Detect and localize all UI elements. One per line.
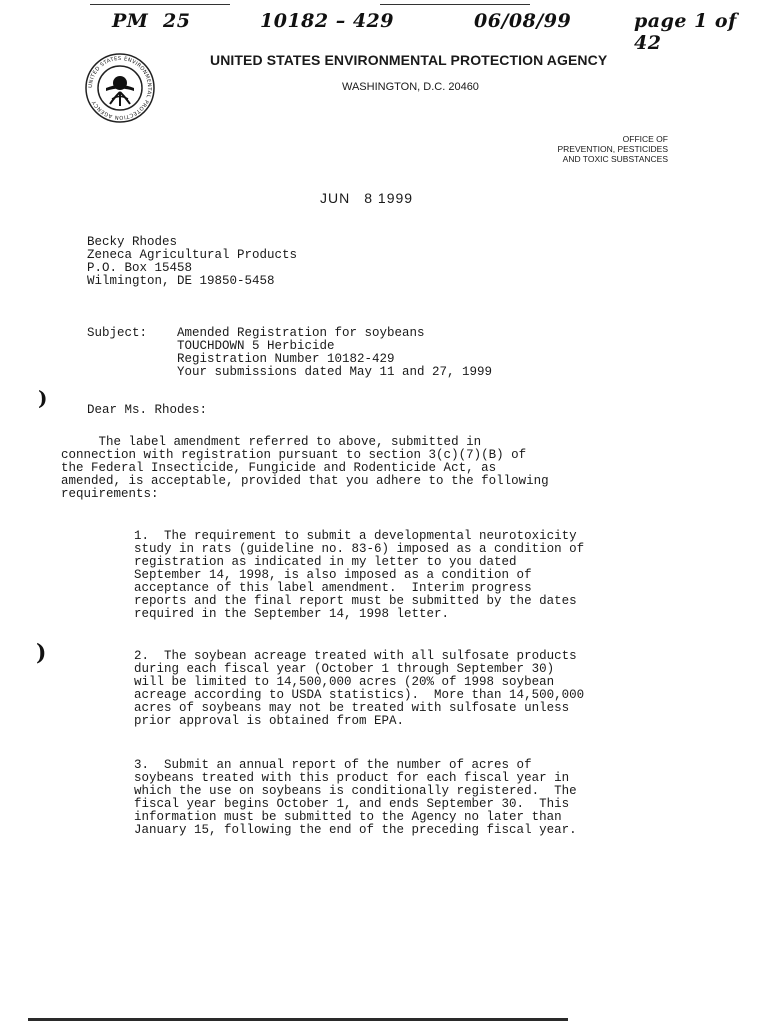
- agency-name: UNITED STATES ENVIRONMENTAL PROTECTION AGENCY: [210, 52, 608, 68]
- seal-text: UNITED STATES ENVIRONMENTAL PROTECTION AGENCY: [87, 55, 153, 121]
- item-line: 1. The requirement to submit a developmental neurotoxicity: [134, 529, 577, 543]
- scan-line: [90, 4, 230, 5]
- office-block: [500, 134, 668, 164]
- item-line: January 15, following the end of the preceding fiscal year.: [134, 823, 577, 837]
- office-line: PREVENTION, PESTICIDES: [557, 144, 668, 154]
- scan-line: [380, 4, 530, 5]
- agency-address: WASHINGTON, D.C. 20460: [342, 81, 479, 93]
- margin-mark: ): [38, 386, 48, 410]
- subject-label: Subject:: [87, 326, 148, 340]
- handwritten-page: page 1 of 42: [634, 10, 737, 54]
- margin-mark: ): [36, 640, 47, 666]
- subject-line: TOUCHDOWN 5 Herbicide: [177, 339, 335, 353]
- address-line: P.O. Box 15458: [87, 261, 193, 275]
- date-year: 1999: [377, 190, 414, 206]
- item-line: study in rats (guideline no. 83-6) imposed as a condition of: [134, 542, 585, 556]
- intro-paragraph: [61, 436, 549, 501]
- letter-date: [320, 190, 413, 206]
- subject-line: Amended Registration for soybeans: [177, 326, 425, 340]
- item-line: acceptance of this label amendment. Interim progress: [134, 581, 532, 595]
- item-line: reports and the final report must be submitted by the dates: [134, 594, 577, 608]
- item-line: fiscal year begins October 1, and ends September 30. This: [134, 797, 570, 811]
- subject-line: Your submissions dated May 11 and 27, 1999: [177, 365, 493, 379]
- address-line: Zeneca Agricultural Products: [87, 248, 298, 262]
- address-line: Wilmington, DE 19850-5458: [87, 274, 275, 288]
- requirement-item-2: [134, 650, 584, 728]
- item-line: acreage according to USDA statistics). More than 14,500,000: [134, 688, 585, 702]
- item-line: will be limited to 14,500,000 acres (20% of 1998 soybean: [134, 675, 555, 689]
- recipient-address: [87, 236, 297, 288]
- item-line: during each fiscal year (October 1 through September 30): [134, 662, 555, 676]
- date-day: 8: [364, 190, 374, 206]
- subject-line: Registration Number 10182-429: [177, 352, 395, 366]
- office-line: AND TOXIC SUBSTANCES: [562, 154, 668, 164]
- paragraph-line: amended, is acceptable, provided that you adhere to the following: [61, 474, 549, 488]
- paragraph-line: The label amendment referred to above, submitted in: [61, 435, 482, 449]
- item-line: which the use on soybeans is conditionally registered. The: [134, 784, 577, 798]
- requirement-item-3: [134, 759, 577, 837]
- handwritten-number: 25: [163, 10, 191, 32]
- item-line: registration as indicated in my letter to you dated: [134, 555, 517, 569]
- address-line: Becky Rhodes: [87, 235, 178, 249]
- salutation: Dear Ms. Rhodes:: [87, 403, 208, 417]
- handwritten-date: 06/08/99: [474, 10, 572, 32]
- handwritten-registration: 10182 – 429: [260, 10, 394, 32]
- epa-seal-logo: [84, 52, 156, 124]
- subject-block: [87, 327, 492, 379]
- item-line: September 14, 1998, is also imposed as a condition of: [134, 568, 532, 582]
- date-month: JUN: [320, 190, 351, 206]
- requirement-item-1: [134, 530, 584, 621]
- scan-edge: [28, 1018, 568, 1021]
- handwritten-pm: PM: [112, 10, 149, 32]
- item-line: required in the September 14, 1998 letter.: [134, 607, 450, 621]
- paragraph-line: connection with registration pursuant to section 3(c)(7)(B) of: [61, 448, 527, 462]
- item-line: information must be submitted to the Agency no later than: [134, 810, 562, 824]
- item-line: 3. Submit an annual report of the number of acres of: [134, 758, 532, 772]
- item-line: 2. The soybean acreage treated with all sulfosate products: [134, 649, 577, 663]
- item-line: prior approval is obtained from EPA.: [134, 714, 405, 728]
- paragraph-line: requirements:: [61, 487, 159, 501]
- item-line: soybeans treated with this product for each fiscal year in: [134, 771, 570, 785]
- paragraph-line: the Federal Insecticide, Fungicide and Rodenticide Act, as: [61, 461, 497, 475]
- item-line: acres of soybeans may not be treated with sulfosate unless: [134, 701, 570, 715]
- office-line: OFFICE OF: [622, 134, 668, 144]
